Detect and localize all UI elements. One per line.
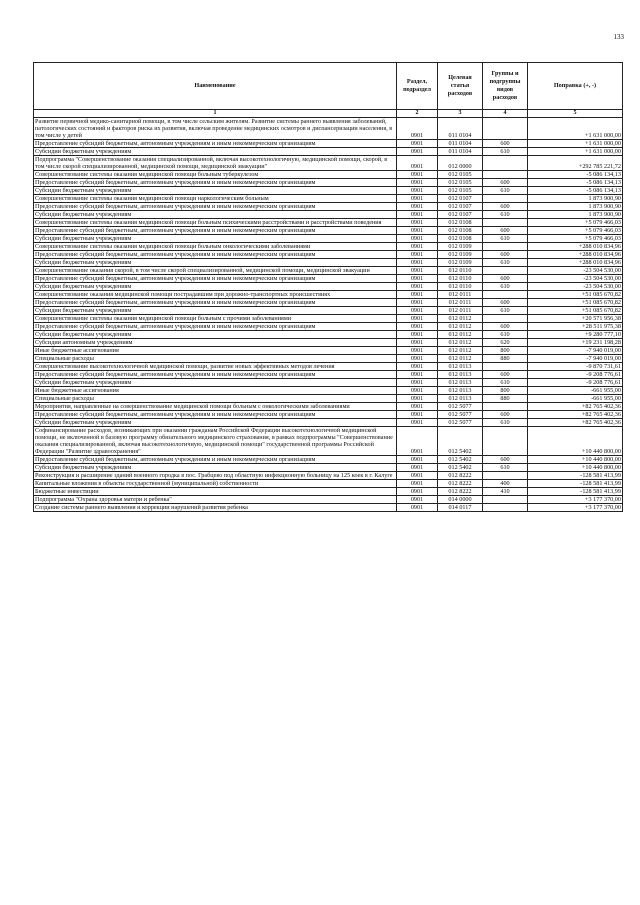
row-amount: -5 086 134,13 [528, 187, 623, 195]
row-name: Предоставление субсидий бюджетным, автономным учреждениям и иным некоммерческим организациям [34, 411, 397, 419]
header-article: Целевая статья расходов [438, 63, 483, 110]
row-amount: +9 280 777,10 [528, 331, 623, 339]
row-section: 0901 [397, 299, 438, 307]
table-row [34, 211, 623, 219]
row-section: 0901 [397, 219, 438, 227]
table-row [34, 504, 623, 512]
row-name: Софинансирование расходов, возникающих при оказании гражданам Российской Федерации высокотехнологичной медицинской помощи, не включенной в базовую программу обязательного медицинского страхования, в рамках подпрограммы "Совершенствование оказания специализированной, включая высокотехнологичную, медицинской помощи" государственной программы Российской Федерации "Развитие здравоохранения" [34, 427, 397, 456]
header-name: Наименование [34, 63, 397, 110]
row-group: 410 [483, 488, 528, 496]
row-amount: +10 440 800,00 [528, 427, 623, 456]
row-article: 012 0112 [438, 331, 483, 339]
row-group: 600 [483, 179, 528, 187]
row-name: Субсидии бюджетным учреждениям [34, 211, 397, 219]
row-article: 012 0113 [438, 363, 483, 371]
row-amount: +1 631 000,00 [528, 140, 623, 148]
table-row [34, 156, 623, 171]
row-article: 012 0107 [438, 211, 483, 219]
row-article: 012 0107 [438, 203, 483, 211]
table-row [34, 464, 623, 472]
row-group: 610 [483, 187, 528, 195]
row-section: 0901 [397, 411, 438, 419]
row-amount: +82 765 402,36 [528, 403, 623, 411]
row-amount: -128 581 413,99 [528, 488, 623, 496]
row-section: 0901 [397, 179, 438, 187]
table-body [34, 118, 623, 512]
row-amount: +288 010 834,96 [528, 259, 623, 267]
row-group [483, 171, 528, 179]
row-group [483, 472, 528, 480]
row-group: 610 [483, 307, 528, 315]
row-group: 600 [483, 411, 528, 419]
row-section: 0901 [397, 403, 438, 411]
row-section: 0901 [397, 291, 438, 299]
row-group: 610 [483, 464, 528, 472]
row-article: 012 0110 [438, 283, 483, 291]
row-article: 012 0107 [438, 195, 483, 203]
table-row [34, 339, 623, 347]
row-article: 012 8222 [438, 488, 483, 496]
row-article: 012 0111 [438, 307, 483, 315]
row-article: 012 0112 [438, 347, 483, 355]
row-section: 0901 [397, 315, 438, 323]
row-name: Иные бюджетные ассигнования [34, 347, 397, 355]
row-name: Мероприятия, направленные на совершенствование медицинской помощи больным с онкологическими заболеваниями [34, 403, 397, 411]
column-number-row [34, 110, 623, 118]
table-row [34, 203, 623, 211]
row-group: 880 [483, 395, 528, 403]
row-group: 610 [483, 331, 528, 339]
row-section: 0901 [397, 427, 438, 456]
row-section: 0901 [397, 355, 438, 363]
table-row [34, 307, 623, 315]
budget-table [33, 62, 623, 512]
row-name: Бюджетные инвестиции [34, 488, 397, 496]
table-row [34, 363, 623, 371]
table-row [34, 371, 623, 379]
table-row [34, 171, 623, 179]
row-group [483, 195, 528, 203]
table-row [34, 140, 623, 148]
row-amount: +5 079 466,03 [528, 227, 623, 235]
row-name: Предоставление субсидий бюджетным, автономным учреждениям и иным некоммерческим организациям [34, 140, 397, 148]
row-section: 0901 [397, 243, 438, 251]
table-row [34, 187, 623, 195]
row-section: 0901 [397, 227, 438, 235]
row-name: Предоставление субсидий бюджетным, автономным учреждениям и иным некоммерческим организациям [34, 203, 397, 211]
row-section: 0901 [397, 504, 438, 512]
row-name: Предоставление субсидий бюджетным, автономным учреждениям и иным некоммерческим организациям [34, 227, 397, 235]
row-group [483, 427, 528, 456]
row-article: 012 0000 [438, 156, 483, 171]
row-group: 600 [483, 140, 528, 148]
row-amount: 1 873 900,90 [528, 211, 623, 219]
row-group [483, 267, 528, 275]
row-article: 012 0108 [438, 227, 483, 235]
row-article: 012 0113 [438, 371, 483, 379]
row-amount: +20 571 956,38 [528, 315, 623, 323]
row-name: Совершенствование системы оказания медицинской помощи больным психическими расстройствами и расстройствами поведения [34, 219, 397, 227]
row-name: Совершенствование системы оказания медицинской помощи больным с прочими заболеваниями [34, 315, 397, 323]
table-row [34, 291, 623, 299]
row-name: Совершенствование системы оказания медицинской помощи больным туберкулезом [34, 171, 397, 179]
row-name: Субсидии бюджетным учреждениям [34, 379, 397, 387]
row-section: 0901 [397, 275, 438, 283]
table-row [34, 235, 623, 243]
row-name: Предоставление субсидий бюджетным, автономным учреждениям и иным некоммерческим организациям [34, 179, 397, 187]
row-name: Субсидии бюджетным учреждениям [34, 307, 397, 315]
row-group [483, 504, 528, 512]
row-group: 610 [483, 235, 528, 243]
table-row [34, 395, 623, 403]
row-name: Предоставление субсидий бюджетным, автономным учреждениям и иным некоммерческим организациям [34, 299, 397, 307]
row-group [483, 496, 528, 504]
row-amount: -7 940 019,00 [528, 355, 623, 363]
row-article: 011 0104 [438, 148, 483, 156]
row-amount: +1 631 000,00 [528, 148, 623, 156]
row-article: 012 0109 [438, 259, 483, 267]
row-amount: -9 870 731,61 [528, 363, 623, 371]
row-name: Субсидии бюджетным учреждениям [34, 187, 397, 195]
row-name: Специальные расходы [34, 395, 397, 403]
row-amount: +19 231 198,28 [528, 339, 623, 347]
row-amount: -7 940 019,00 [528, 347, 623, 355]
row-article: 012 0110 [438, 275, 483, 283]
table-row [34, 275, 623, 283]
row-group [483, 315, 528, 323]
row-section: 0901 [397, 387, 438, 395]
row-name: Совершенствование системы оказания медицинской помощи наркологическим больным [34, 195, 397, 203]
row-name: Субсидии бюджетным учреждениям [34, 464, 397, 472]
table-row [34, 456, 623, 464]
table-row [34, 118, 623, 140]
row-section: 0901 [397, 195, 438, 203]
row-group [483, 363, 528, 371]
table-row [34, 219, 623, 227]
row-name: Предоставление субсидий бюджетным, автономным учреждениям и иным некоммерческим организациям [34, 456, 397, 464]
row-article: 012 0113 [438, 379, 483, 387]
row-article: 012 0110 [438, 267, 483, 275]
row-name: Специальные расходы [34, 355, 397, 363]
row-article: 012 5402 [438, 427, 483, 456]
row-group: 600 [483, 203, 528, 211]
row-group: 610 [483, 283, 528, 291]
row-amount: -661 955,00 [528, 387, 623, 395]
row-article: 012 0112 [438, 323, 483, 331]
table-row [34, 472, 623, 480]
row-group: 880 [483, 355, 528, 363]
row-name: Капитальные вложения в объекты государственной (муниципальной) собственности [34, 480, 397, 488]
row-section: 0901 [397, 456, 438, 464]
row-amount: +288 010 834,96 [528, 243, 623, 251]
row-name: Подпрограмма "Охрана здоровья матери и ребенка" [34, 496, 397, 504]
row-group [483, 291, 528, 299]
row-section: 0901 [397, 464, 438, 472]
row-group: 610 [483, 211, 528, 219]
row-article: 012 0112 [438, 355, 483, 363]
row-group: 600 [483, 275, 528, 283]
row-section: 0901 [397, 211, 438, 219]
row-group [483, 118, 528, 140]
table-row [34, 267, 623, 275]
row-section: 0901 [397, 419, 438, 427]
header-section: Раздел, подраздел [397, 63, 438, 110]
row-amount: +51 085 670,82 [528, 291, 623, 299]
table-row [34, 403, 623, 411]
table-row [34, 251, 623, 259]
page-number: 133 [613, 33, 624, 41]
column-number: 1 [34, 110, 397, 118]
row-section: 0901 [397, 379, 438, 387]
row-article: 012 0113 [438, 387, 483, 395]
row-amount: -9 208 776,61 [528, 379, 623, 387]
row-amount: 1 873 900,90 [528, 203, 623, 211]
row-section: 0901 [397, 148, 438, 156]
row-article: 012 5077 [438, 419, 483, 427]
row-name: Совершенствование оказания скорой, в том числе скорой специализированной, медицинской помощи, медицинской эвакуации [34, 267, 397, 275]
row-name: Субсидии бюджетным учреждениям [34, 259, 397, 267]
row-amount: +5 079 466,03 [528, 235, 623, 243]
table-row [34, 179, 623, 187]
row-section: 0901 [397, 171, 438, 179]
row-section: 0901 [397, 203, 438, 211]
row-section: 0901 [397, 259, 438, 267]
row-amount: +51 085 670,82 [528, 307, 623, 315]
row-section: 0901 [397, 251, 438, 259]
row-group [483, 156, 528, 171]
table-row [34, 488, 623, 496]
table-row [34, 496, 623, 504]
table-row [34, 411, 623, 419]
row-article: 012 0111 [438, 299, 483, 307]
row-name: Предоставление субсидий бюджетным, автономным учреждениям и иным некоммерческим организациям [34, 323, 397, 331]
row-section: 0901 [397, 187, 438, 195]
row-group [483, 403, 528, 411]
column-number: 3 [438, 110, 483, 118]
row-group: 610 [483, 379, 528, 387]
row-section: 0901 [397, 307, 438, 315]
row-name: Предоставление субсидий бюджетным, автономным учреждениям и иным некоммерческим организациям [34, 275, 397, 283]
row-amount: +10 440 800,00 [528, 456, 623, 464]
row-article: 014 0000 [438, 496, 483, 504]
row-article: 011 0104 [438, 118, 483, 140]
row-article: 012 5077 [438, 403, 483, 411]
row-name: Совершенствование высокотехнологичной медицинской помощи, развитие новых эффективных методов лечения [34, 363, 397, 371]
row-article: 012 0109 [438, 243, 483, 251]
row-group: 620 [483, 339, 528, 347]
row-name: Создание системы раннего выявления и коррекции нарушений развития ребенка [34, 504, 397, 512]
row-group: 600 [483, 227, 528, 235]
row-article: 012 0108 [438, 235, 483, 243]
row-article: 012 5402 [438, 456, 483, 464]
row-name: Субсидии бюджетным учреждениям [34, 235, 397, 243]
row-amount: -661 955,00 [528, 395, 623, 403]
row-name: Совершенствование оказания медицинской помощи пострадавшим при дорожно-транспортных происшествиях [34, 291, 397, 299]
table-row [34, 195, 623, 203]
row-name: Совершенствование системы оказания медицинской помощи больным онкологическими заболеваниями [34, 243, 397, 251]
row-section: 0901 [397, 480, 438, 488]
row-group: 600 [483, 323, 528, 331]
row-group: 610 [483, 419, 528, 427]
row-amount: +10 440 800,00 [528, 464, 623, 472]
row-article: 012 0112 [438, 339, 483, 347]
row-amount: -23 504 530,00 [528, 275, 623, 283]
row-group: 610 [483, 259, 528, 267]
row-amount: 1 873 900,90 [528, 195, 623, 203]
row-name: Субсидии бюджетным учреждениям [34, 419, 397, 427]
column-number: 5 [528, 110, 623, 118]
row-group: 800 [483, 347, 528, 355]
table-row [34, 323, 623, 331]
row-amount: +82 765 402,36 [528, 411, 623, 419]
row-group: 800 [483, 387, 528, 395]
row-article: 011 0104 [438, 140, 483, 148]
row-name: Развитие первичной медико-санитарной помощи, в том числе сельским жителям. Развитие системы раннего выявления заболеваний, патологических состояний и факторов риска их развития, включая проведение медицинских осмотров и диспансеризации населения, в том числе у детей [34, 118, 397, 140]
row-name: Предоставление субсидий бюджетным, автономным учреждениям и иным некоммерческим организациям [34, 371, 397, 379]
row-amount: +3 177 370,00 [528, 504, 623, 512]
row-group: 610 [483, 148, 528, 156]
header-amount: Поправка (+, -) [528, 63, 623, 110]
row-amount: +292 785 221,72 [528, 156, 623, 171]
row-amount: +5 079 466,03 [528, 219, 623, 227]
row-amount: -23 504 530,00 [528, 283, 623, 291]
row-article: 012 8222 [438, 480, 483, 488]
row-name: Субсидии бюджетным учреждениям [34, 283, 397, 291]
row-amount: -5 086 134,13 [528, 179, 623, 187]
row-amount: +82 765 402,36 [528, 419, 623, 427]
table-row [34, 283, 623, 291]
row-group: 600 [483, 299, 528, 307]
row-section: 0901 [397, 283, 438, 291]
table-row [34, 243, 623, 251]
table-row [34, 315, 623, 323]
row-section: 0901 [397, 156, 438, 171]
row-section: 0901 [397, 267, 438, 275]
row-article: 012 5077 [438, 411, 483, 419]
row-amount: +1 631 000,00 [528, 118, 623, 140]
row-section: 0901 [397, 371, 438, 379]
row-amount: -128 581 413,99 [528, 480, 623, 488]
table-row [34, 259, 623, 267]
header-row [34, 63, 623, 110]
row-article: 012 0111 [438, 291, 483, 299]
row-amount: +51 085 670,82 [528, 299, 623, 307]
row-amount: -128 581 413,99 [528, 472, 623, 480]
table-row [34, 148, 623, 156]
row-section: 0901 [397, 235, 438, 243]
table-row [34, 419, 623, 427]
row-section: 0901 [397, 488, 438, 496]
table-row [34, 355, 623, 363]
row-name: Реконструкция и расширение зданий военного городка в пос. Грабцево под областную инфекционную больницу на 125 коек в г. Калуге [34, 472, 397, 480]
row-section: 0901 [397, 472, 438, 480]
row-article: 012 0109 [438, 251, 483, 259]
row-name: Субсидии бюджетным учреждениям [34, 331, 397, 339]
row-section: 0901 [397, 395, 438, 403]
row-group: 400 [483, 480, 528, 488]
row-article: 012 0105 [438, 171, 483, 179]
row-name: Подпрограмма "Совершенствование оказания специализированной, включая высокотехнологичную, медицинской помощи, скорой, в том числе скорой специализированной, медицинской помощи, медицинской эвакуации" [34, 156, 397, 171]
row-amount: -5 086 134,13 [528, 171, 623, 179]
table-row [34, 480, 623, 488]
row-name: Предоставление субсидий бюджетным, автономным учреждениям и иным некоммерческим организациям [34, 251, 397, 259]
row-amount: -23 504 530,00 [528, 267, 623, 275]
row-section: 0901 [397, 347, 438, 355]
row-group [483, 243, 528, 251]
row-article: 012 8222 [438, 472, 483, 480]
row-group [483, 219, 528, 227]
row-group: 600 [483, 371, 528, 379]
header-group: Группы и подгруппы видов расходов [483, 63, 528, 110]
table-row [34, 387, 623, 395]
table-row [34, 227, 623, 235]
table-row [34, 379, 623, 387]
row-amount: +3 177 370,00 [528, 496, 623, 504]
row-amount: +288 010 834,96 [528, 251, 623, 259]
row-section: 0901 [397, 118, 438, 140]
row-article: 012 0113 [438, 395, 483, 403]
row-section: 0901 [397, 323, 438, 331]
row-section: 0901 [397, 339, 438, 347]
row-article: 012 5402 [438, 464, 483, 472]
table-row [34, 427, 623, 456]
row-article: 012 0105 [438, 179, 483, 187]
row-amount: -9 208 776,61 [528, 371, 623, 379]
row-section: 0901 [397, 331, 438, 339]
table-row [34, 331, 623, 339]
table-row [34, 299, 623, 307]
row-section: 0901 [397, 363, 438, 371]
column-number: 2 [397, 110, 438, 118]
row-group: 600 [483, 251, 528, 259]
row-section: 0901 [397, 140, 438, 148]
row-amount: +28 511 975,38 [528, 323, 623, 331]
row-article: 012 0108 [438, 219, 483, 227]
row-name: Иные бюджетные ассигнования [34, 387, 397, 395]
row-name: Субсидии автономным учреждениям [34, 339, 397, 347]
table-row [34, 347, 623, 355]
row-article: 012 0105 [438, 187, 483, 195]
column-number: 4 [483, 110, 528, 118]
row-name: Субсидии бюджетным учреждениям [34, 148, 397, 156]
row-group: 600 [483, 456, 528, 464]
row-article: 014 0117 [438, 504, 483, 512]
row-section: 0901 [397, 496, 438, 504]
row-article: 012 0112 [438, 315, 483, 323]
